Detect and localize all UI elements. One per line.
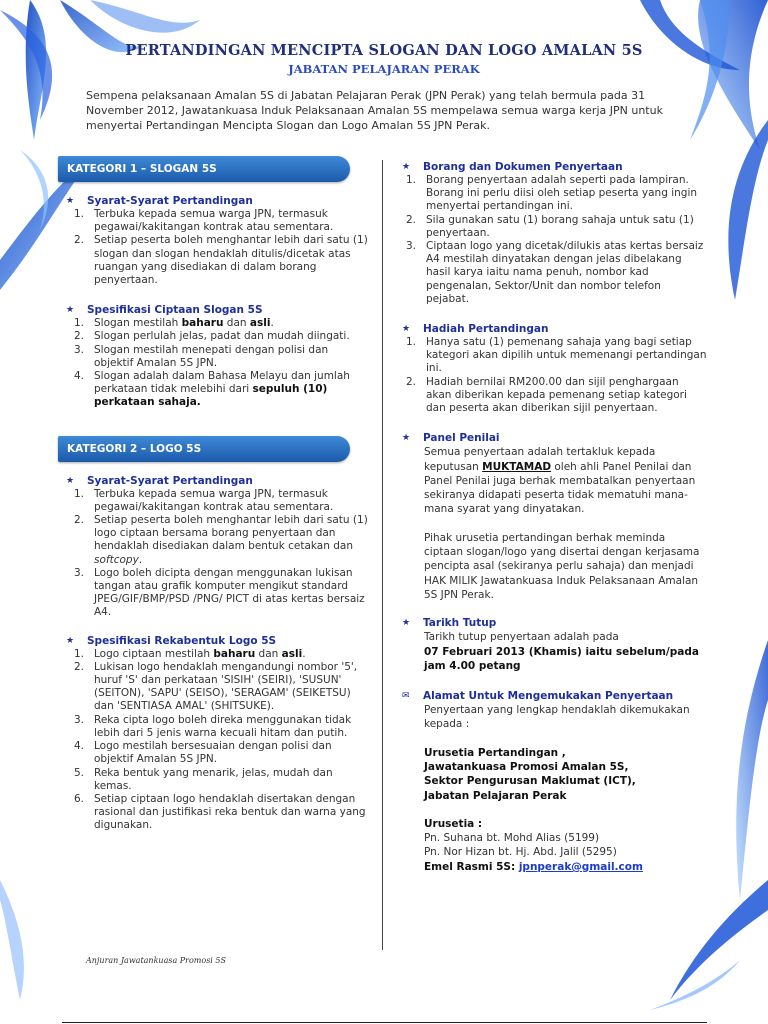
list-item: 2. Setiap peserta boleh menghantar lebih dari satu (1) slogan dan slogan hendaklah ditulis/dicetak atas ruangan yang disediakan di dalam borang penyertaan. (73, 234, 368, 287)
kategori-1-bar: KATEGORI 1 – SLOGAN 5S (58, 156, 350, 182)
section-heading: Syarat-Syarat Pertandingan (87, 474, 253, 487)
contact-person: Pn. Nor Hizan bt. Hj. Abd. Jalil (5295) (424, 846, 617, 859)
section-heading: Tarikh Tutup (423, 617, 497, 630)
urusetia-label: Urusetia : (424, 817, 483, 830)
section-heading: Hadiah Pertandingan (423, 323, 549, 336)
envelope-icon: ✉ (402, 691, 410, 702)
list-item: 5. Reka bentuk yang menarik, jelas, mudah dan kemas. (73, 766, 333, 792)
kategori-1-spesifikasi-section (58, 303, 370, 409)
address-line: Jabatan Pelajaran Perak (424, 789, 567, 802)
section-heading: Alamat Untuk Mengemukakan Penyertaan (423, 690, 674, 703)
panel-paragraph-2: Pihak urusetia pertandingan berhak meminda ciptaan slogan/logo yang disertai dengan kerjasama pencipta asal (sekiranya perlu sahaja) dan menjadi HAK MILIK Jawatankuasa Induk Pelaksanaan Amalan 5S JPN Perak. (424, 531, 700, 601)
list-item: 3. Ciptaan logo yang dicetak/dilukis atas kertas bersaiz A4 mestilah dinyatakan dengan jelas dibelakang hasil karya iaitu nama penuh, nombor kad pengenalan, Sektor/Unit dan nombor telefon pejabat. (405, 240, 704, 305)
list-item: 3. Reka cipta logo boleh direka menggunakan tidak lebih dari 5 jenis warna kecuali hitam dan putih. (73, 713, 352, 739)
list-item: 1. Hanya satu (1) pemenang sahaja yang bagi setiap kategori akan dipilih untuk memenangi pertandingan ini. (405, 336, 707, 375)
list-item: 1. Logo ciptaan mestilah baharu dan asli. (73, 647, 306, 660)
contact-person: Pn. Suhana bt. Mohd Alias (5199) (424, 832, 600, 845)
list-item: 3. Logo boleh dicipta dengan menggunakan lukisan tangan atau grafik komputer mengikut standard JPEG/GIF/BMP/PSD /PNG/ PICT di atas kertas bersaiz A4. (73, 566, 365, 619)
kategori-1-syarat-section (58, 194, 370, 287)
star-bullet-icon: ★ (66, 305, 75, 316)
list-item: 2. Lukisan logo hendaklah mengandungi nombor '5', huruf 'S' dan perkataan 'SISIH' (SEIRI), 'SUSUN' (SEITON), 'SAPU' (SEISO), 'SERAGAM' (SEIKETSU) dan 'SENTIASA AMAL' (SHITSUKE). (73, 660, 358, 713)
panel-section (402, 431, 707, 602)
list-item: 2. Slogan perlulah jelas, padat dan mudah diingati. (73, 330, 350, 343)
borang-section (402, 160, 707, 306)
list-item: 1. Borang penyertaan adalah seperti pada lampiran. Borang ini perlu diisi oleh setiap peserta yang ingin menyertai pertandingan ini. (405, 174, 698, 213)
address-line: Jawatankuasa Promosi Amalan 5S, (424, 761, 629, 773)
intro-paragraph: Sempena pelaksanaan Amalan 5S di Jabatan Pelajaran Perak (JPN Perak) yang telah bermula pada 31 November 2012, Jawatankuasa Induk Pelaksanaan Amalan 5S mempelawa semua warga kerja JPN untuk menyertai Pertandingan Mencipta Slogan dan Logo Amalan 5S JPN Perak. (86, 89, 663, 132)
section-heading: Panel Penilai (423, 432, 500, 445)
address-line: Urusetia Pertandingan , (424, 746, 566, 759)
section-heading: Spesifikasi Ciptaan Slogan 5S (87, 304, 263, 317)
list-item: 1. Terbuka kepada semua warga JPN, termasuk pegawai/kakitangan kontrak atau sementara. (73, 208, 334, 234)
star-bullet-icon: ★ (402, 618, 411, 629)
list-item: 4. Slogan adalah dalam Bahasa Melayu dan jumlah perkataan tidak melebihi dari sepuluh (10) perkataan sahaja. (73, 370, 350, 409)
email-line: Emel Rasmi 5S: jpnperak@gmail.com (424, 860, 643, 873)
list-item: 6. Setiap ciptaan logo hendaklah disertakan dengan rasional dan justifikasi reka bentuk dan warna yang digunakan. (73, 792, 366, 832)
alamat-section (402, 689, 707, 874)
left-column (58, 156, 370, 833)
star-bullet-icon: ★ (402, 324, 411, 335)
list-item: 2. Sila gunakan satu (1) borang sahaja untuk satu (1) penyertaan. (405, 213, 694, 239)
panel-paragraph-1: Semua penyertaan adalah tertakluk kepada keputusan MUKTAMAD oleh ahli Panel Penilai dan Panel Penilai juga berhak membatalkan penyertaan sekiranya didapati peserta tidak mematuhi mana-mana syarat yang dinyatakan. (424, 446, 696, 516)
right-column (402, 160, 707, 874)
list-item: 2. Hadiah bernilai RM200.00 dan sijil penghargaan akan diberikan kepada pemenang setiap kategori dan peserta akan diberikan sijil penyertaan. (405, 375, 687, 415)
section-heading: Borang dan Dokumen Penyertaan (423, 161, 623, 173)
page-title: PERTANDINGAN MENCIPTA SLOGAN DAN LOGO AMALAN 5S (125, 42, 643, 59)
page-bottom-rule (62, 1022, 707, 1023)
list-item: 1. Terbuka kepada semua warga JPN, termasuk pegawai/kakitangan kontrak atau sementara. (73, 487, 334, 513)
list-item: 4. Logo mestilah bersesuaian dengan polisi dan objektif Amalan 5S JPN. (73, 740, 332, 766)
tarikh-date: 07 Februari 2013 (Khamis) iaitu sebelum/pada jam 4.00 petang (424, 645, 699, 672)
star-bullet-icon: ★ (402, 433, 411, 444)
kategori-2-bar: KATEGORI 2 – LOGO 5S (58, 436, 350, 462)
tarikh-line: Tarikh tutup penyertaan adalah pada (424, 631, 619, 644)
kategori-2-syarat-section (58, 474, 370, 620)
alamat-intro: Penyertaan yang lengkap hendaklah dikemukakan kepada : (424, 704, 690, 731)
kategori-2-spesifikasi-section (58, 634, 370, 833)
list-item: 3. Slogan mestilah menepati dengan polisi dan objektif Amalan 5S JPN. (73, 343, 329, 369)
star-bullet-icon: ★ (66, 196, 75, 206)
column-divider (382, 160, 383, 950)
section-heading: Syarat-Syarat Pertandingan (87, 195, 253, 207)
address-line: Sektor Pengurusan Maklumat (ICT), (424, 775, 636, 788)
page-subtitle: JABATAN PELAJARAN PERAK (288, 62, 480, 76)
list-item: 1. Slogan mestilah baharu dan asli. (73, 317, 274, 330)
star-bullet-icon: ★ (402, 162, 411, 172)
section-heading: Spesifikasi Rekabentuk Logo 5S (87, 634, 277, 647)
hadiah-section (402, 322, 707, 415)
star-bullet-icon: ★ (66, 635, 75, 646)
email-link[interactable]: jpnperak@gmail.com (518, 860, 643, 873)
list-item: 2. Setiap peserta boleh menghantar lebih dari satu (1) logo ciptaan bersama borang penyertaan dan hendaklah disediakan dalam bentuk cetakan dan softcopy. (73, 514, 368, 566)
tarikh-section (402, 616, 707, 673)
star-bullet-icon: ★ (66, 475, 75, 486)
footer-note: Anjuran Jawatankuasa Promosi 5S (86, 956, 226, 965)
